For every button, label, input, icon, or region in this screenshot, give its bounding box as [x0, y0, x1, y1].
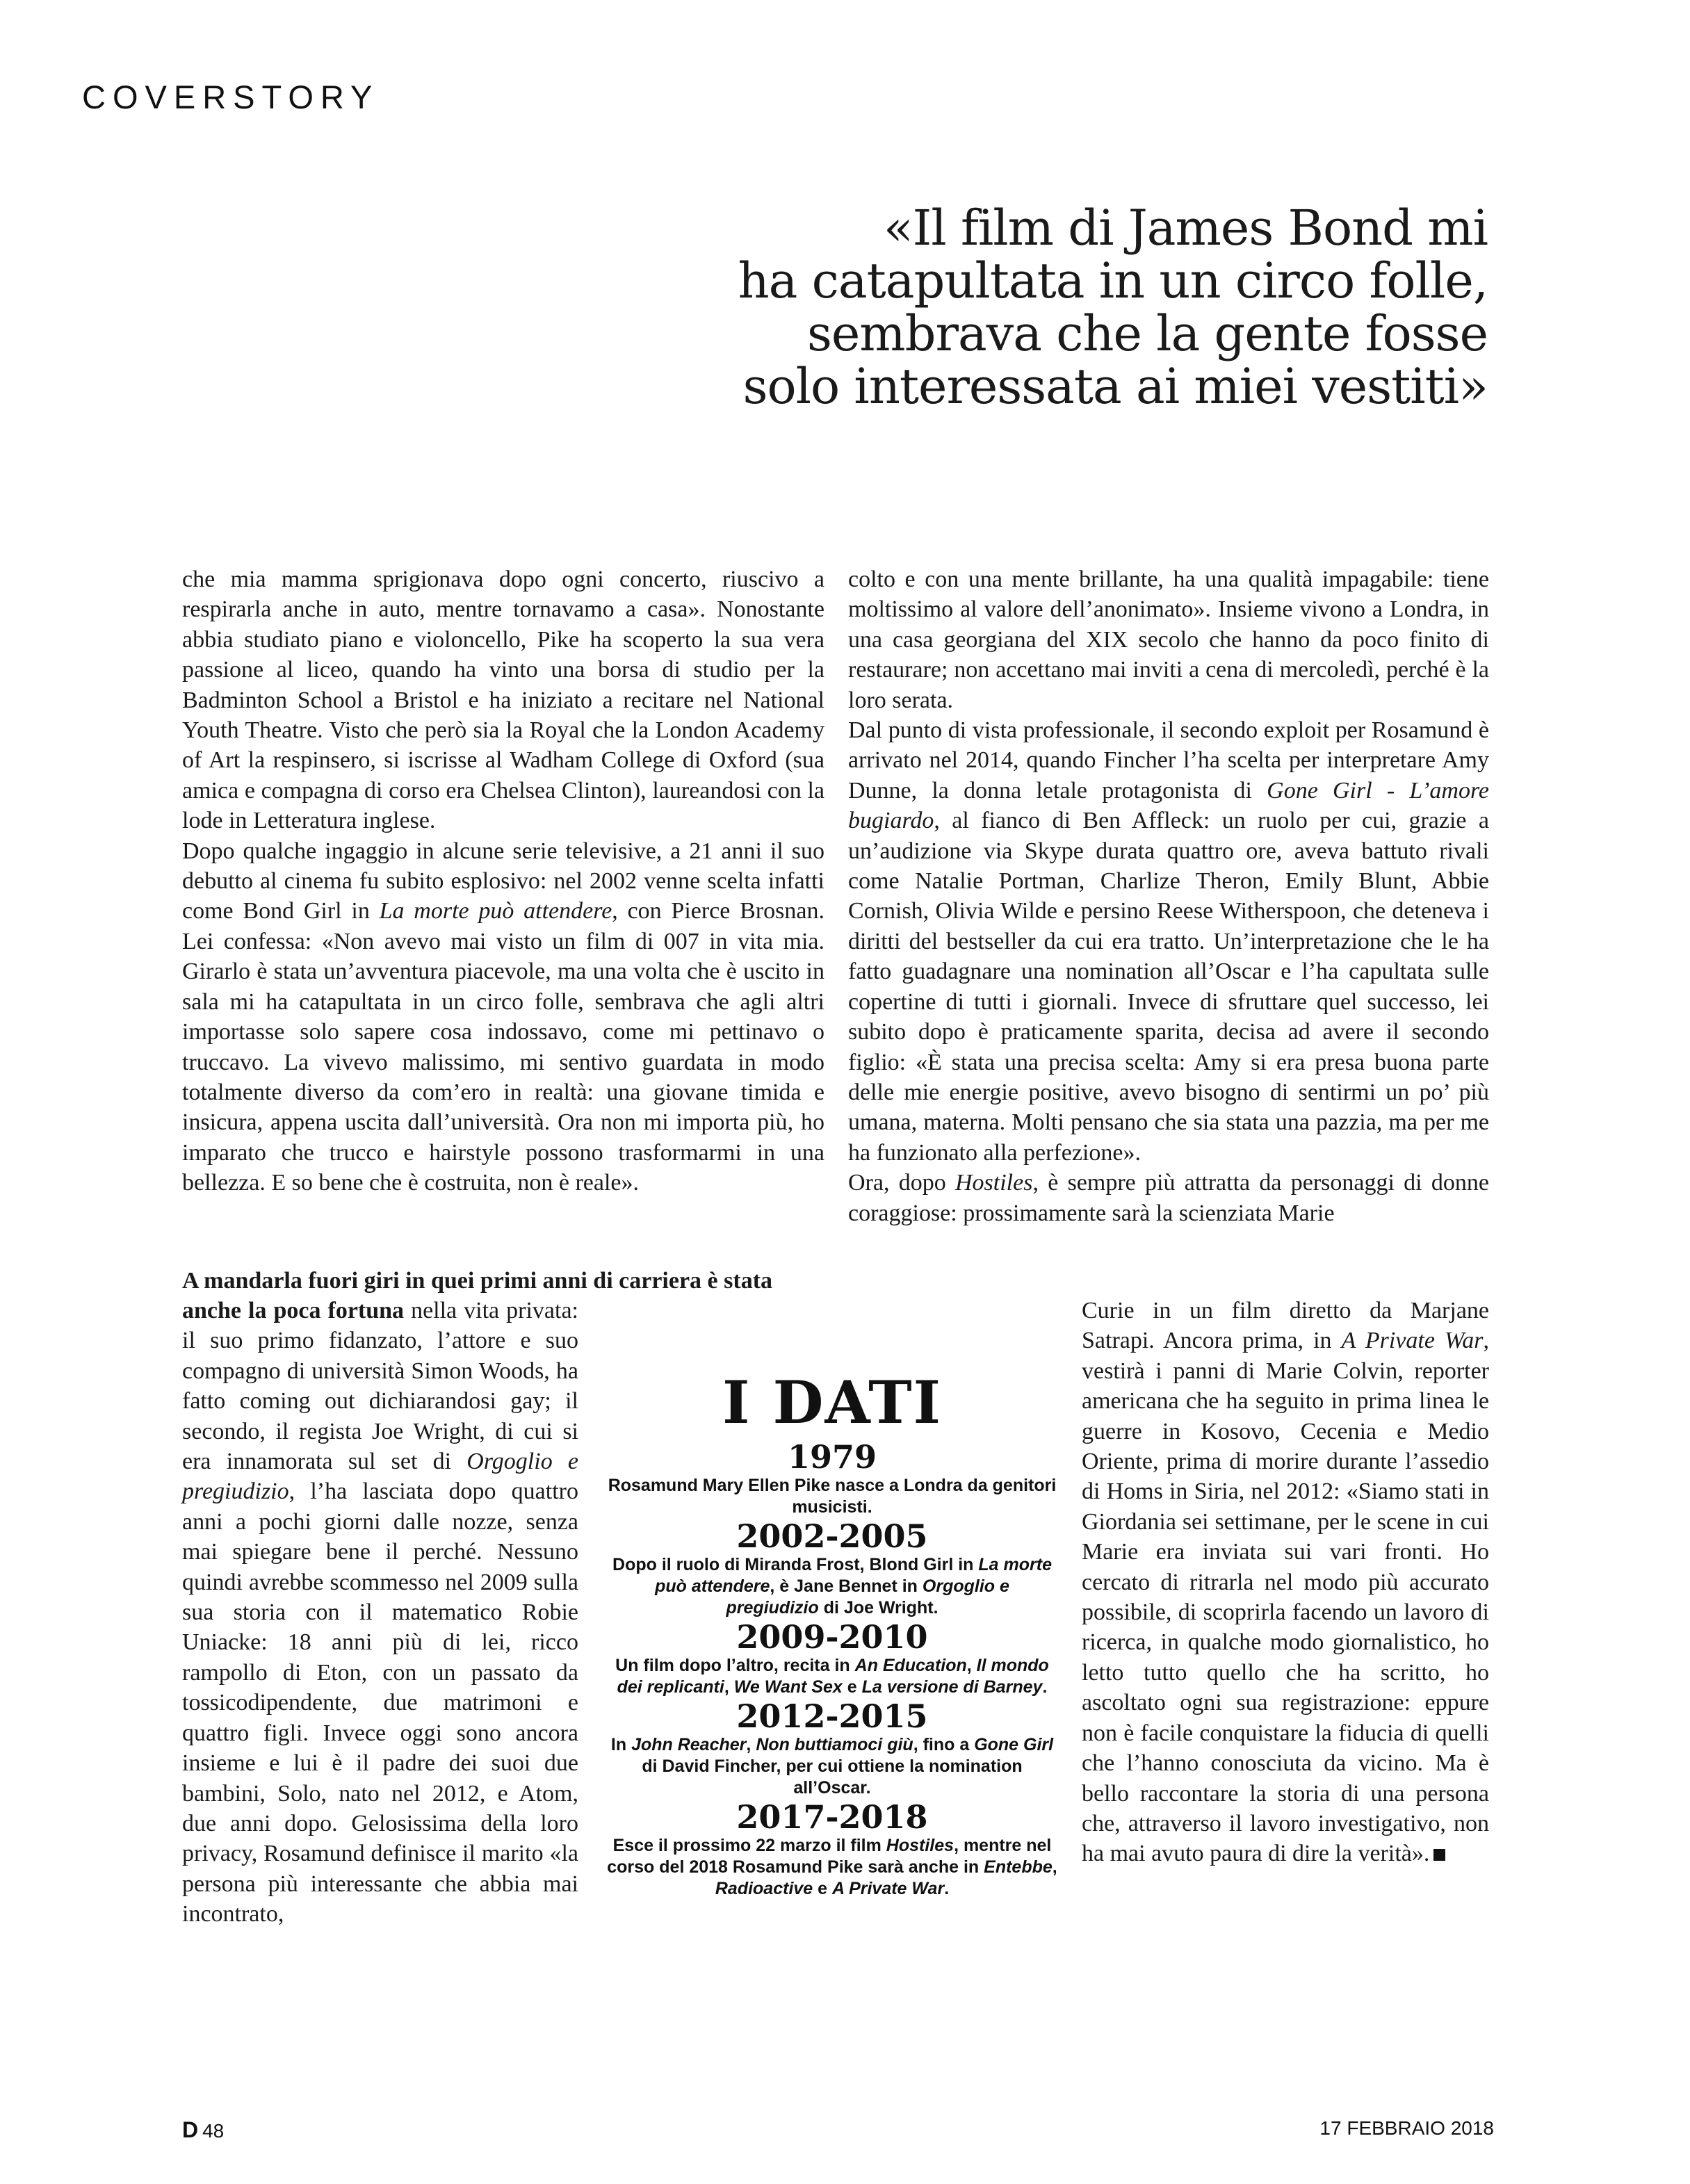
film-title: La versione di Barney — [861, 1677, 1043, 1697]
text-run: , — [966, 1656, 977, 1675]
lead-in-bold: A mandarla fuori giri in quei primi anni di carriera è stata — [182, 1268, 773, 1294]
facts-text — [606, 1655, 1058, 1698]
article-paragraph — [182, 1296, 578, 1930]
text-run: , mentre nel corso del 2018 Rosamund Pike sarà anche in — [607, 1836, 1052, 1877]
article-paragraph — [182, 836, 824, 1198]
text-run: Curie in un film diretto da Marjane Satrapi. Ancora prima, in — [1082, 1298, 1489, 1354]
page-number: 48 — [202, 2120, 225, 2142]
text-run: , fino a — [913, 1735, 975, 1754]
film-title: Gone Girl — [974, 1735, 1054, 1754]
text-run: , — [724, 1677, 734, 1697]
facts-entry — [606, 1799, 1058, 1900]
pull-quote — [626, 199, 1488, 415]
text-run: di Joe Wright. — [818, 1598, 939, 1617]
text-run: , l’ha lasciata dopo quattro anni a pochi giorni dalle nozze, senza mai spiegare bene il perché. Nessuno quindi avrebbe scommesso nel 2009 sulla sua storia con il matematico Robie Uniacke: 18 anni più di lei, ricco rampollo di Eton, con un passato da tossicodipendente, due matrimoni e quattro figli. Invece oggi sono ancora insieme e lui è il padre dei suoi due bambini, Solo, nato nel 2012, e Atom, due anni dopo. Gelosissima della loro privacy, Rosamund definisce il marito «la persona più interessante che abbia mai incontrato, — [182, 1478, 578, 1928]
facts-entry — [606, 1698, 1058, 1799]
text-run: , vestirà i panni di Marie Colvin, reporter americana che ha seguito in prima linea le guerre in Kosovo, Cecenia e Medio Oriente, prima di morire durante l’assedio di Homs in Siria, nel 2012: «Siamo stati in Giordania sei settimane, per le scene in cui Marie era inviata sui vari fronti. Ho cercato di ritrarla nel modo più accurato possibile, di scoprirla facendo un lavoro di ricerca, in qualche modo giornalistico, ho letto tutto quello che ha scritto, ho ascoltato ogni sua registrazione: eppure non è facile conquistare la fiducia di quelli che l’hanno conosciuta da vicino. Ma è bello raccontare la storia di una persona che, attraverso il lavoro investigativo, non ha mai avuto paura di dire la verità». — [1082, 1328, 1489, 1867]
facts-year: 1979 — [787, 1438, 877, 1476]
article-column-1 — [182, 564, 824, 1198]
facts-entry — [606, 1518, 1058, 1619]
text-run: , è Jane Bennet in — [770, 1576, 923, 1596]
text-run: , al fianco di Ben Affleck: un ruolo per cui, grazie a un’audizione via Skype durata quattro ore, aveva battuto rivali come Natalie Portman, Charlize Theron, Emily Blunt, Abbie Cornish, Olivia Wilde e persino Reese Witherspoon, che deteneva i diritti del bestseller da cui era tratto. Un’interpretazione che le ha fatto guadagnare una nomination all’Oscar e l’ha capultata sulle copertine di tutti i giornali. Invece di sfruttare quel successo, lei subito dopo è praticamente sparita, decisa ad avere il secondo figlio: «È stata una precisa scelta: Amy si era presa buona parte delle mie energie positive, avevo bisogno di sentirmi un po’ più umana, materna. Molti pensano che sia stata una pazzia, ma per me ha funzionato alla perfezione». — [848, 808, 1489, 1166]
text-run: Dopo qualche ingaggio in alcune serie televisive, a 21 anni il suo debutto al cinema fu subito esplosivo: nel 2002 venne scelta infatti come Bond Girl in — [182, 838, 824, 924]
footer-page-number — [182, 2117, 224, 2143]
text-run: Dopo il ruolo di Miranda Frost, Blond Girl in — [612, 1555, 979, 1574]
text-run: , è sempre più attratta da personaggi di donne coraggiose: prossimamente sarà la scienziata Marie — [848, 1170, 1489, 1226]
film-title: Hostiles — [955, 1170, 1033, 1196]
facts-text — [606, 1554, 1058, 1619]
facts-text — [606, 1734, 1058, 1799]
article-column-2-lower — [1082, 1296, 1489, 1869]
facts-year: 2009-2010 — [736, 1618, 928, 1656]
article-paragraph — [848, 1168, 1489, 1228]
film-title: Radioactive — [715, 1879, 813, 1898]
facts-year: 2002-2005 — [736, 1517, 928, 1555]
text-run: In — [610, 1735, 632, 1754]
text-run: . — [944, 1879, 950, 1898]
film-title: Orgoglio e pregiudizio — [182, 1449, 578, 1505]
article-paragraph — [1082, 1296, 1489, 1869]
magazine-logo: D — [182, 2117, 199, 2142]
lead-in-bold: anche la poca fortuna — [182, 1298, 405, 1323]
pull-quote-line: «Il film di James Bond mi — [883, 199, 1488, 256]
facts-entry — [606, 1619, 1058, 1698]
facts-entry — [606, 1439, 1058, 1518]
film-title: Il mondo dei replicanti — [617, 1656, 1049, 1697]
text-run: , con Pierce Brosnan. Lei confessa: «Non avevo mai visto un film di 007 in vita mia. Girarlo è stata un’avventura piacevole, ma una volta che è uscito in sala mi ha catapultata in un circo folle, sembrava che agli altri importasse solo sapere cosa indossavo, come mi pettinavo o truccavo. La vivevo malissimo, mi sentivo guardata in modo totalmente diverso da com’ero in realtà: una giovane timida e insicura, appena uscita dall’università. Ora non mi importa più, ho imparato che trucco e hairstyle possono trasformarmi in una bellezza. E so bene che è costruita, non è reale». — [182, 898, 824, 1196]
facts-text — [606, 1475, 1058, 1518]
end-of-article-mark — [1433, 1849, 1445, 1861]
article-column-2 — [848, 564, 1489, 1228]
text-run: Dal punto di vista professionale, il secondo exploit per Rosamund è arrivato nel 2014, quando Fincher l’ha scelta per interpretare Amy Dunne, la donna letale protagonista di — [848, 717, 1489, 804]
film-title: Entebbe — [984, 1857, 1053, 1877]
film-title: Non buttiamoci giù — [756, 1735, 913, 1754]
facts-text — [606, 1835, 1058, 1900]
film-title: La morte può attendere — [655, 1555, 1052, 1596]
facts-box — [606, 1369, 1058, 1900]
pull-quote-line: solo interessata ai miei vestiti» — [742, 358, 1488, 415]
text-run: , — [1052, 1857, 1057, 1877]
film-title: We Want Sex — [733, 1677, 843, 1697]
film-title: A Private War — [1341, 1328, 1484, 1354]
article-column-1-lower — [182, 1296, 578, 1930]
footer-date: 17 FEBBRAIO 2018 — [1319, 2117, 1494, 2139]
article-paragraph: colto e con una mente brillante, ha una qualità impagabile: tiene moltissimo al valore dell’anonimato». Insieme vivono a Londra, in una casa georgiana del XIX secolo che hanno da poco finito di restaurare; non accettano mai inviti a cena di mercoledì, perché è la loro serata. — [848, 567, 1489, 713]
pull-quote-line: sembrava che la gente fosse — [806, 305, 1488, 362]
film-title: An Education — [854, 1656, 967, 1675]
film-title: A Private War — [832, 1879, 945, 1898]
section-label: COVERSTORY — [82, 79, 380, 115]
pull-quote-line: ha catapultata in un circo folle, — [738, 252, 1488, 309]
text-run: nella vita privata: il suo primo fidanzato, l’attore e suo compagno di università Simon Woods, ha fatto coming out dichiarandosi gay; il secondo, il regista Joe Wright, di cui si era innamorata sul set di — [182, 1298, 578, 1475]
article-paragraph: che mia mamma sprigionava dopo ogni concerto, riuscivo a respirarla anche in auto, mentre tornavamo a casa». Nonostante abbia studiato piano e violoncello, Pike ha scoperto la sua vera passione al liceo, quando ha vinto una borsa di studio per la Badminton School a Bristol e ha iniziato a recitare nel National Youth Theatre. Visto che però sia la Royal che la London Academy of Art la respinsero, si iscrisse al Wadham College di Oxford (sua amica e compagna di corso era Chelsea Clinton), laureandosi con la lode in Letteratura inglese. — [182, 567, 824, 834]
film-title: Orgoglio e pregiudizio — [726, 1576, 1009, 1617]
facts-year: 2012-2015 — [736, 1697, 928, 1735]
text-run: Un film dopo l’altro, recita in — [615, 1656, 855, 1675]
text-run: e — [813, 1879, 832, 1898]
text-run: Esce il prossimo 22 marzo il film — [612, 1836, 886, 1855]
film-title: Gone Girl - L’amore bugiardo — [848, 777, 1490, 834]
text-run: , — [746, 1735, 756, 1754]
text-run: di David Fincher, per cui ottiene la nomination all’Oscar. — [642, 1757, 1023, 1798]
facts-year: 2017-2018 — [736, 1798, 928, 1836]
text-run: Rosamund Mary Ellen Pike nasce a Londra da genitori musicisti. — [608, 1476, 1057, 1517]
text-run: e — [842, 1677, 862, 1697]
film-title: La morte può attendere — [379, 898, 612, 924]
film-title: John Reacher — [631, 1735, 747, 1754]
text-run: Ora, dopo — [848, 1170, 955, 1196]
text-run: . — [1042, 1677, 1048, 1697]
film-title: Hostiles — [886, 1836, 954, 1855]
article-paragraph — [848, 715, 1489, 1168]
facts-box-title: I DATI — [722, 1368, 942, 1437]
